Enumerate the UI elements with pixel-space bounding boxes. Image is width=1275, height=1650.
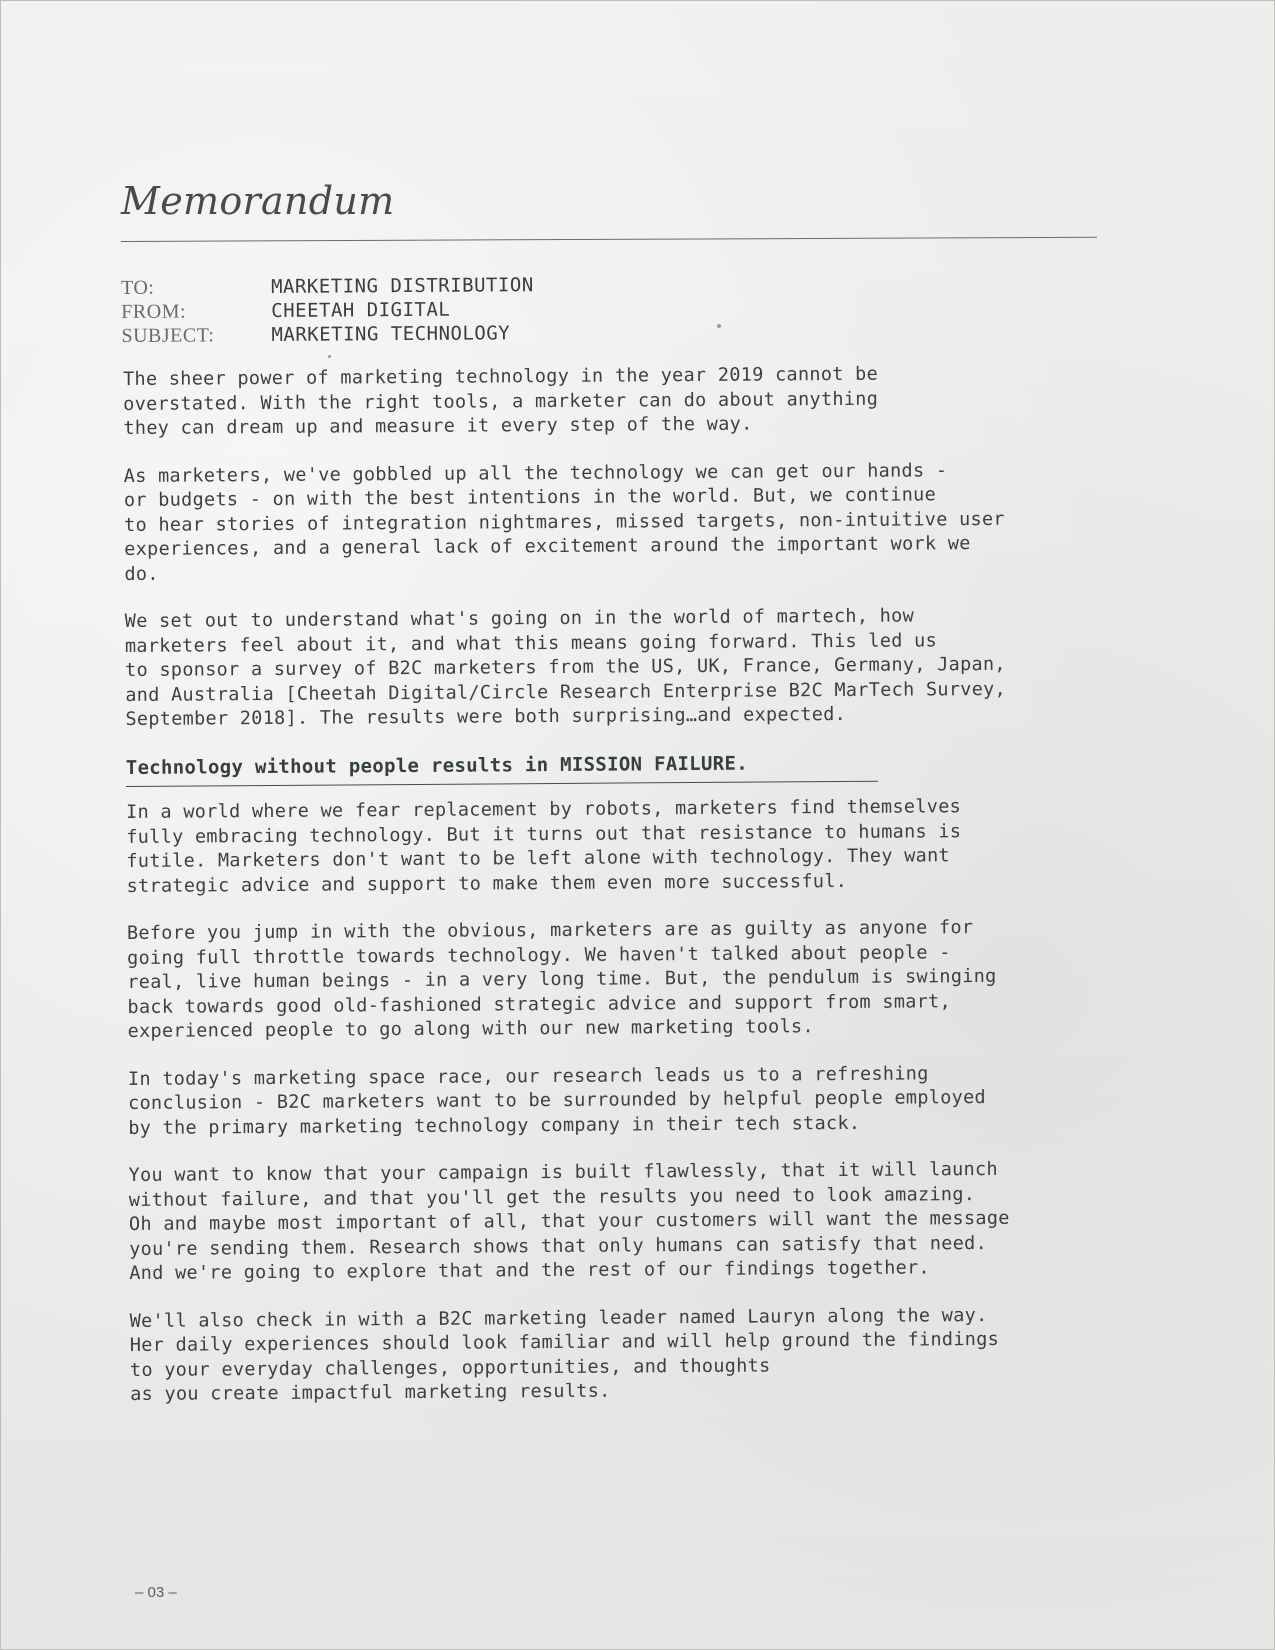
text-line: by the primary marketing technology company in their tech stack. xyxy=(128,1112,861,1139)
section-paragraph-4 xyxy=(129,1157,1150,1287)
to-value: MARKETING DISTRIBUTION xyxy=(270,274,534,298)
memo-body xyxy=(123,361,1150,1431)
subject-row xyxy=(121,322,534,349)
text-line: to your everyday challenges, opportunities, and thoughts xyxy=(129,1355,771,1381)
from-row xyxy=(121,298,534,325)
text-line: real, live human beings - in a very long time. But, the pendulum is swinging xyxy=(127,965,997,993)
text-line: We set out to understand what's going on in the world of martech, how xyxy=(124,605,915,632)
intro-paragraph-1 xyxy=(123,361,1143,442)
text-line: experienced people to go along with our new marketing tools. xyxy=(127,1016,814,1042)
section-heading: Technology without people results in MISSION FAILURE. xyxy=(126,750,878,787)
section-paragraph-3 xyxy=(128,1060,1148,1141)
text-line: you're sending them. Research shows that only humans can satisfy that need. xyxy=(129,1232,988,1260)
section-paragraph-1 xyxy=(126,794,1147,899)
paper-speck xyxy=(328,355,331,358)
text-line: September 2018]. The results were both surprising…and expected. xyxy=(125,703,847,730)
text-line: Oh and maybe most important of all, that your customers will want the message xyxy=(128,1207,1010,1235)
text-line: going full throttle towards technology. We haven't talked about people - xyxy=(127,941,951,969)
page-number: – 03 – xyxy=(135,1584,177,1601)
text-line: And we're going to explore that and the rest of our findings together. xyxy=(129,1257,931,1284)
subject-value: MARKETING TECHNOLOGY xyxy=(271,322,511,346)
text-line: In today's marketing space race, our research leads us to a refreshing xyxy=(127,1062,929,1090)
text-line: without failure, and that you'll get the results you need to look amazing. xyxy=(128,1183,976,1211)
from-value: CHEETAH DIGITAL xyxy=(271,298,451,322)
section-paragraph-5 xyxy=(130,1302,1151,1407)
text-line: futile. Marketers don't want to be left alone with technology. They want xyxy=(126,845,951,872)
text-line: You want to know that your campaign is built flawlessly, that it will launch xyxy=(128,1158,998,1186)
text-line: or budgets - on with the best intentions in the world. But, we continue xyxy=(123,484,937,511)
text-line: as you create impactful marketing results. xyxy=(130,1380,611,1405)
text-line: to sponsor a survey of B2C marketers from the US, UK, France, Germany, Japan, xyxy=(125,653,1006,681)
to-label: TO: xyxy=(121,276,155,299)
text-line: they can dream up and measure it every step of the way. xyxy=(123,413,753,439)
paper-speck xyxy=(717,324,721,328)
text-line: As marketers, we've gobbled up all the technology we can get our hands - xyxy=(123,459,948,487)
text-line: to hear stories of integration nightmares, missed targets, non-intuitive user xyxy=(124,508,1005,536)
text-line: fully embracing technology. But it turns out that resistance to humans is xyxy=(126,820,962,848)
text-line: conclusion - B2C marketers want to be surrounded by helpful people employed xyxy=(128,1086,987,1114)
text-line: overstated. With the right tools, a marketer can do about anything xyxy=(123,388,879,415)
intro-paragraph-2 xyxy=(124,457,1145,587)
text-line: and Australia [Cheetah Digital/Circle Research Enterprise B2C MarTech Survey, xyxy=(125,678,1007,706)
memo-header xyxy=(121,274,534,349)
text-line: strategic advice and support to make them even more successful. xyxy=(126,870,848,897)
intro-paragraph-3 xyxy=(125,603,1146,733)
memo-title: Memorandum xyxy=(121,179,395,223)
text-line: Before you jump in with the obvious, marketers are as guilty as anyone for xyxy=(126,917,974,944)
text-line: experiences, and a general lack of excitement around the important work we xyxy=(124,533,971,560)
to-row xyxy=(121,274,534,301)
text-line: In a world where we fear replacement by robots, marketers find themselves xyxy=(126,796,962,823)
from-label: FROM: xyxy=(121,300,187,323)
text-line: do. xyxy=(124,563,159,585)
subject-label: SUBJECT: xyxy=(121,324,215,347)
text-line: The sheer power of marketing technology in the year 2019 cannot be xyxy=(123,363,879,390)
text-line: back towards good old-fashioned strategic advice and support from smart, xyxy=(127,990,952,1018)
text-line: Her daily experiences should look familiar and will help ground the findings xyxy=(129,1328,1000,1356)
section-paragraph-2 xyxy=(127,915,1148,1045)
text-line: We'll also check in with a B2C marketing leader named Lauryn along the way. xyxy=(129,1304,988,1332)
title-divider xyxy=(121,237,1097,242)
text-line: marketers feel about it, and what this means going forward. This led us xyxy=(124,629,938,657)
